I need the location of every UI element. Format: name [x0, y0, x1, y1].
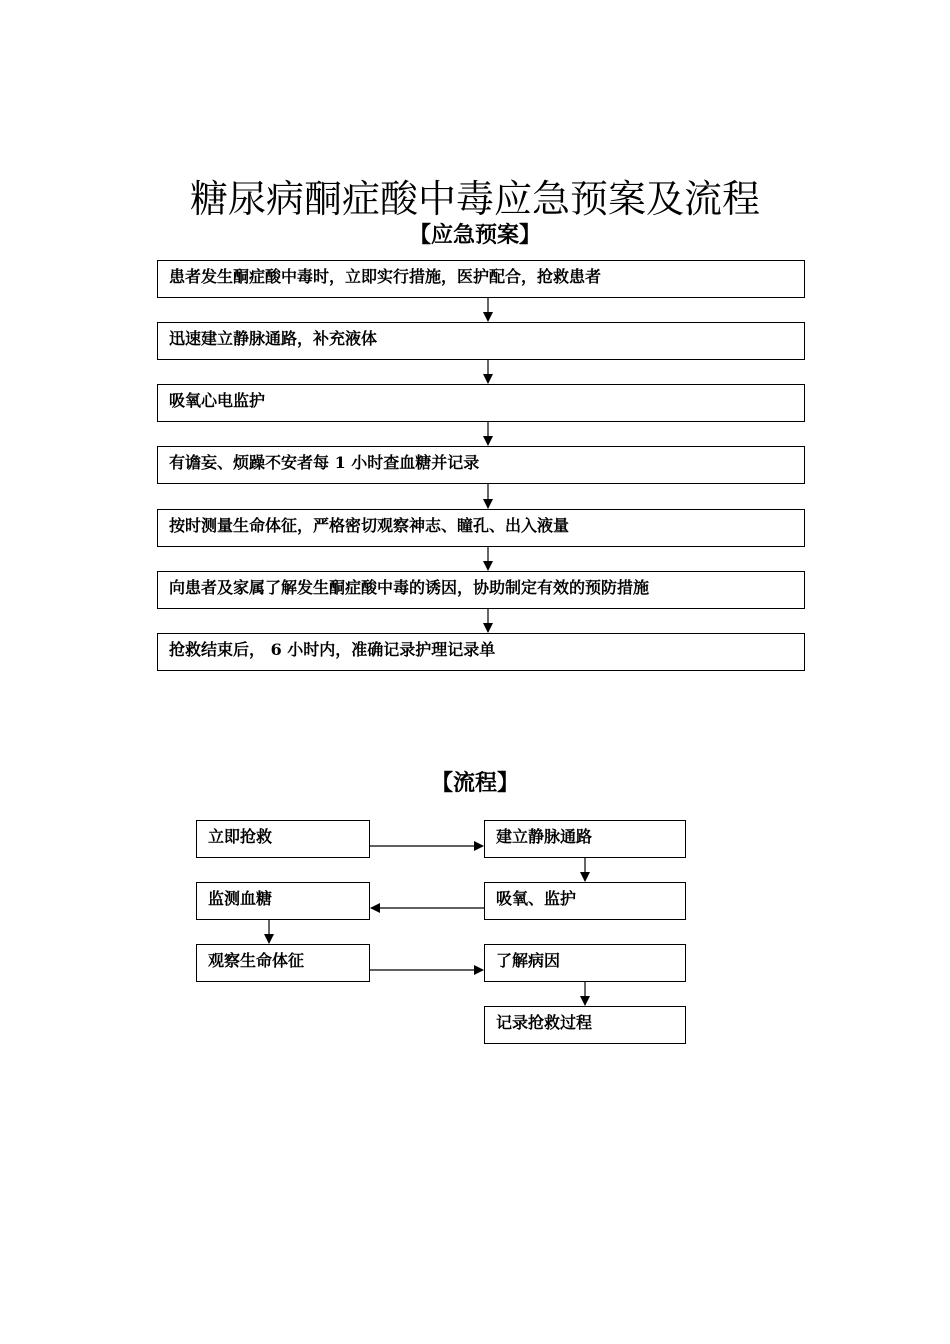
plan-step-5: 按时测量生命体征，严格密切观察神志、瞳孔、出入液量: [157, 509, 805, 547]
flow-node-rescue: 立即抢救: [196, 820, 370, 858]
plan-heading: 【应急预案】: [408, 223, 541, 248]
flow-node-glucose: 监测血糖: [196, 882, 370, 920]
flow-node-oxygen-monitor: 吸氧、监护: [484, 882, 686, 920]
page-title: 糖尿病酮症酸中毒应急预案及流程: [189, 177, 760, 221]
plan-step-3: 吸氧心电监护: [157, 384, 805, 422]
plan-step-7: 抢救结束后， 6 小时内，准确记录护理记录单: [157, 633, 805, 671]
plan-step-1: 患者发生酮症酸中毒时，立即实行措施，医护配合，抢救患者: [157, 260, 805, 298]
plan-step-4: 有谵妄、烦躁不安者每 1 小时查血糖并记录: [157, 446, 805, 484]
plan-step-2: 迅速建立静脉通路，补充液体: [157, 322, 805, 360]
flow-node-iv-access: 建立静脉通路: [484, 820, 686, 858]
flow-node-cause: 了解病因: [484, 944, 686, 982]
plan-step-6: 向患者及家属了解发生酮症酸中毒的诱因，协助制定有效的预防措施: [157, 571, 805, 609]
flow-node-record: 记录抢救过程: [484, 1006, 686, 1044]
flow-heading: 【流程】: [430, 771, 519, 796]
flow-node-vitals: 观察生命体征: [196, 944, 370, 982]
